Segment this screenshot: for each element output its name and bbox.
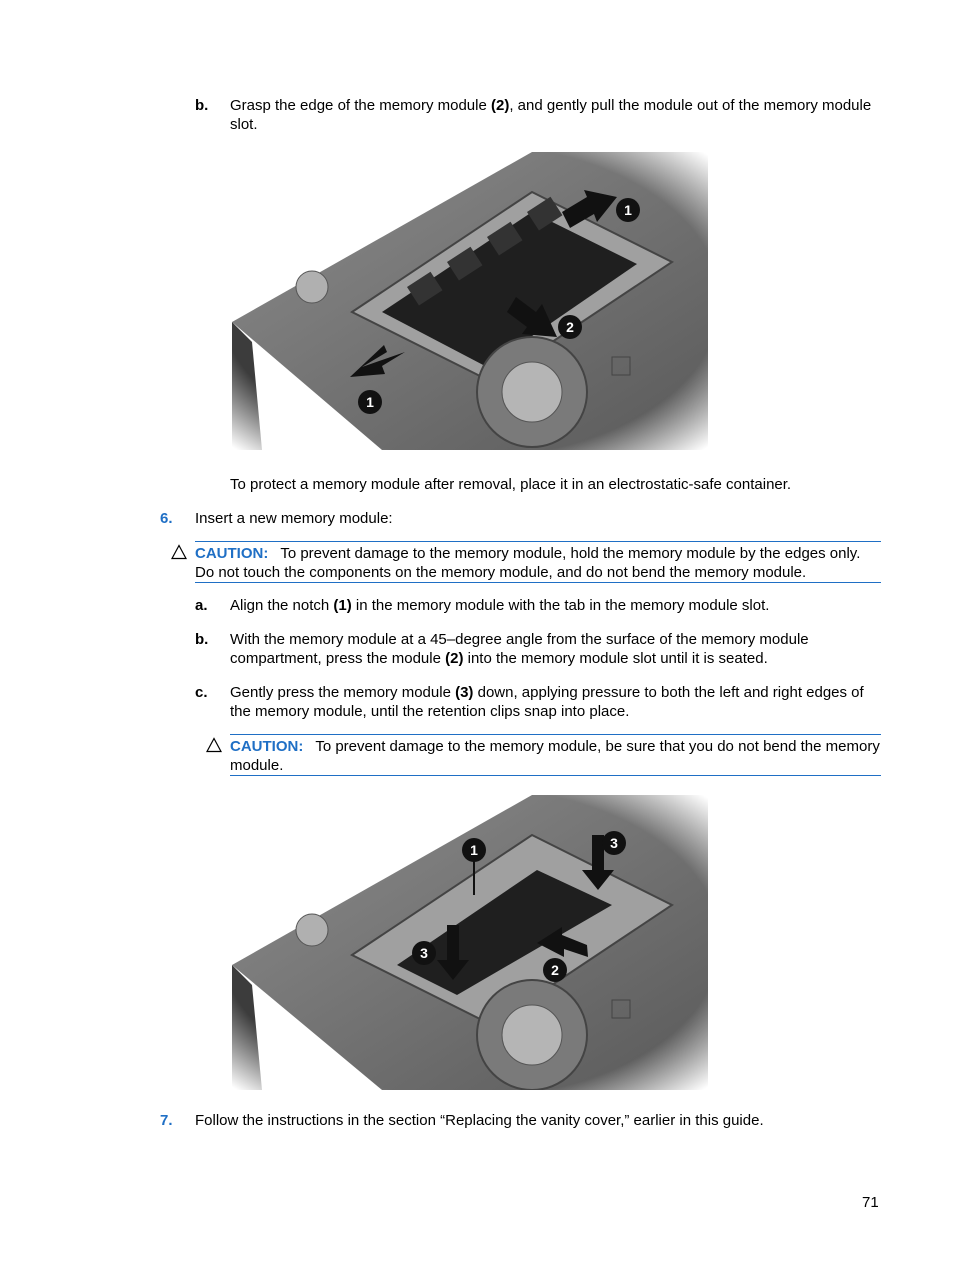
step-a-text-post: in the memory module with the tab in the memory module slot. [351,597,770,614]
caution-1-text: To prevent damage to the memory module, hold the memory module by the edges only. Do not touch the components on the memory module, and do not bend the memory module. [195,545,861,581]
caution-triangle-icon [171,544,187,560]
step-c-bold: (3) [455,684,474,701]
step-b2-bold: (2) [445,650,464,667]
caution-2-text: To prevent damage to the memory module, be sure that you do not bend the memory module. [230,738,880,774]
step-c-marker: c. [195,684,208,701]
callout-3-right [602,831,626,855]
step-7-text: Follow the instructions in the section “Replacing the vanity cover,” earlier in this guide. [195,1112,764,1129]
step-a-bold: (1) [333,597,352,614]
svg-text:1: 1 [624,202,632,218]
memory-removal-illustration [232,152,708,450]
step-b2-text-pre: With the memory module at a 45–degree angle from the surface of the memory module compartment, press the module [230,631,809,667]
callout-2 [543,958,567,982]
step-b-bold: (2) [490,97,510,114]
callout-1-top [616,198,640,222]
step-b2-marker: b. [195,631,209,648]
svg-text:2: 2 [566,319,574,335]
step-b-text [230,96,880,134]
svg-text:1: 1 [470,842,478,858]
svg-text:3: 3 [420,945,428,961]
memory-insertion-illustration [232,795,708,1090]
step-b2-text-post: into the memory module slot until it is seated. [463,650,768,667]
step-c-text-post: down, applying pressure to both the left and right edges of the memory module, until the retention clips snap into place. [230,684,864,720]
caution-1 [195,541,881,583]
page-number: 71 [862,1194,879,1211]
step-7-number: 7. [160,1112,173,1129]
caution-1-label: CAUTION: [195,545,269,562]
step-6-number: 6. [160,510,173,527]
step-a-marker: a. [195,597,208,614]
caution-triangle-icon-2 [206,737,222,753]
step-b-text-post: , and gently pull the module out of the memory module slot. [230,97,872,133]
step-b-text-pre: Grasp the edge of the memory module [230,97,491,114]
step-c-text [230,683,885,721]
caution-2 [230,734,881,776]
protect-note: To protect a memory module after removal, place it in an electrostatic-safe container. [230,476,792,493]
svg-text:3: 3 [610,835,618,851]
step-b-marker: b. [195,97,209,114]
step-6-text: Insert a new memory module: [195,510,393,527]
caution-2-label: CAUTION: [230,738,304,755]
step-b2-text [230,630,870,668]
svg-text:2: 2 [551,962,559,978]
step-a-text [230,596,880,615]
callout-3-left [412,941,436,965]
callout-1 [462,838,486,862]
callout-1-bottom [358,390,382,414]
svg-text:1: 1 [366,394,374,410]
step-c-text-pre: Gently press the memory module [230,684,456,701]
callout-2 [558,315,582,339]
step-a-text-pre: Align the notch [230,597,334,614]
